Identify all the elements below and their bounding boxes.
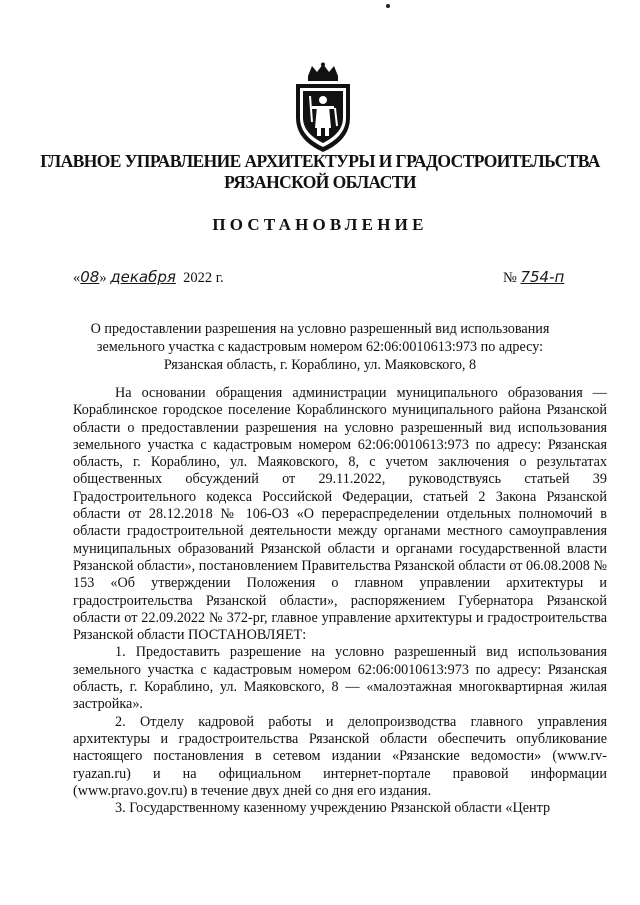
number-prefix: №	[503, 270, 517, 286]
issuing-authority	[20, 151, 620, 193]
document-body	[73, 385, 607, 817]
document-type: ПОСТАНОВЛЕНИЕ	[212, 215, 428, 234]
item-3-paragraph: 3. Государственному казенному учреждению Рязанской области «Центр	[115, 800, 551, 817]
document-date	[73, 268, 224, 287]
scan-dot	[386, 4, 390, 8]
item-1-paragraph: 1. Предоставить разрешение на условно разрешенный вид использования земельного участка с кадастровым номером 62:06:0010613:973 по адресу: Рязанская область, г. Кораблино, ул. Маяковского, 8 — «малоэтажная многоквартирная жилая застройка».	[73, 644, 607, 713]
coat-of-arms-icon	[288, 62, 358, 154]
subject-line-2: земельного участка с кадастровым номером 62:06:0010613:973 по адресу:	[96, 339, 544, 356]
item-2-paragraph: 2. Отделу кадровой работы и делопроизводства главного управления архитектуры и градостроительства Рязанской области обеспечить опубликование настоящего постановления в сетевом издании «Рязанские ведомости» (www.rv-ryazan.ru) и на официальном интернет-портале правовой информации (www.pravo.gov.ru) в течение двух дней со дня его издания.	[73, 713, 607, 799]
date-close-quote: »	[99, 270, 107, 286]
document-number	[503, 268, 604, 287]
document-subject	[70, 320, 570, 375]
date-year: 2022 г.	[183, 270, 224, 286]
subject-line-3: Рязанская область, г. Кораблино, ул. Маяковского, 8	[163, 357, 477, 374]
org-line-2: РЯЗАНСКОЙ ОБЛАСТИ	[224, 172, 416, 192]
number-value: 754-п	[520, 268, 565, 286]
preamble-paragraph: На основании обращения администрации муниципального образования — Кораблинское городское поселение Кораблинского муниципального района Рязанской области о предоставлении разрешения на условно разрешенный вид использования земельного участка с кадастровым номером 62:06:0010613:973 по адресу: Рязанская область, г. Кораблино, ул. Маяковского, 8, с учетом заключения о результатах общественных обсуждений от 29.11.2022, руководствуясь статьей 39 Градостроительного кодекса Российской Федерации, статьей 2 Закона Рязанской области от 28.12.2018 № 106-ОЗ «О перераспределении отдельных полномочий в области градостроительной деятельности между органами местного самоуправления муниципальных образований Рязанской области и органами государственной власти Рязанской области», постановлением Правительства Рязанской области от 06.08.2008 № 153 «Об утверждении Положения о главном управлении архитектуры и градостроительства Рязанской области», распоряжением Губернатора Рязанской области от 22.09.2022 № 372-рг, главное управление архитектуры и градостроительства Рязанской области ПОСТАНОВЛЯЕТ:	[73, 385, 607, 644]
subject-line-1: О предоставлении разрешения на условно разрешенный вид использования	[90, 321, 550, 337]
date-day: 08	[80, 268, 100, 286]
org-line-1: ГЛАВНОЕ УПРАВЛЕНИЕ АРХИТЕКТУРЫ И ГРАДОСТРОИТЕЛЬСТВА	[40, 151, 600, 171]
date-open-quote: «	[73, 270, 81, 286]
date-month: декабря	[110, 268, 176, 286]
